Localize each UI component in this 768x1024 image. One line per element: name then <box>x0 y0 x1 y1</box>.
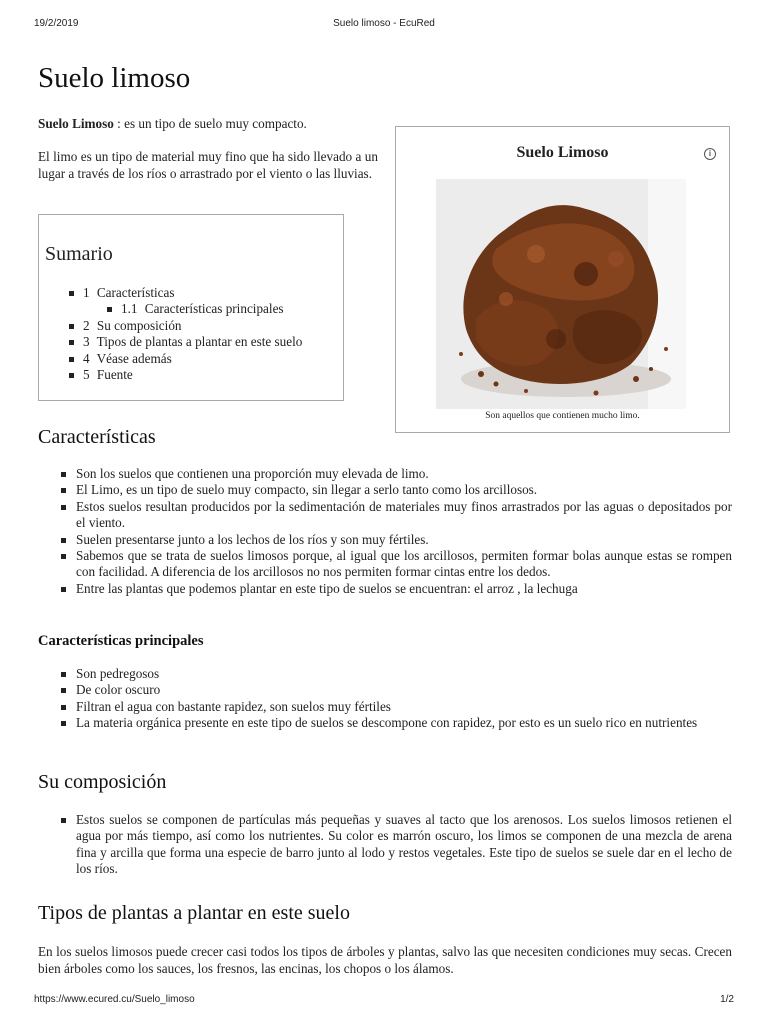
list-item: Sabemos que se trata de suelos limosos porque, al igual que los arcillosos, permiten formar bolas aunque estas se rompen con facilidad. A diferencia de los arcillosos no nos permiten formar cintas entre los dedos. <box>58 548 732 581</box>
toc-label: Véase además <box>96 350 172 366</box>
intro-text: : es un tipo de suelo muy compacto. <box>113 116 307 131</box>
toc-number: 4 <box>83 350 90 366</box>
toc-label: Tipos de plantas a plantar en este suelo <box>96 334 303 350</box>
toc-number: 1 <box>83 285 90 300</box>
toc-item-tipos-plantas[interactable] <box>67 334 302 350</box>
heading-tipos-plantas: Tipos de plantas a plantar en este suelo <box>38 902 350 924</box>
list-item: Entre las plantas que podemos plantar en este tipo de suelos se encuentran: el arroz , la lechuga <box>58 581 732 597</box>
table-of-contents <box>38 214 344 401</box>
list-item: La materia orgánica presente en este tipo de suelos se descompone con rapidez, por esto es un suelo rico en nutrientes <box>58 715 732 731</box>
toc-list <box>67 285 302 383</box>
info-icon[interactable]: i <box>704 148 716 160</box>
toc-item-caracteristicas[interactable] <box>67 285 302 301</box>
toc-label: Fuente <box>96 367 133 383</box>
list-composicion <box>58 812 732 878</box>
toc-heading: Sumario <box>45 243 113 265</box>
toc-number: 3 <box>83 334 90 350</box>
list-caracteristicas <box>58 466 732 597</box>
print-url: https://www.ecured.cu/Suelo_limoso <box>34 994 195 1005</box>
print-footer <box>34 994 734 1008</box>
list-item: Suelen presentarse junto a los lechos de los ríos y son muy fértiles. <box>58 532 732 548</box>
infobox-caption: Son aquellos que contienen mucho limo. <box>485 411 640 421</box>
toc-label: Su composición <box>96 317 182 333</box>
infobox-title: Suelo Limoso <box>516 144 609 161</box>
toc-item-caracteristicas-principales[interactable] <box>67 301 302 317</box>
paragraph-tipos-plantas: En los suelos limosos puede crecer casi todos los tipos de árboles y plantas, salvo las que necesiten condiciones muy secas. Crecen bien árboles como los sauces, los fresnos, las encinas, los chopos o los álamos. <box>38 944 732 976</box>
list-item: Estos suelos se componen de partículas más pequeñas y suaves al tacto que los arenosos. Los suelos limosos retienen el agua por más tiempo, así como los nutrientes. Su color es marrón oscuro, los limos se componen de una mezcla de arena fina y arcilla que forma una especie de barro junto al lodo y restos vegetales. Este tipo de suelos se suele dar en el lecho de los ríos. <box>58 812 732 878</box>
list-item: Son pedregosos <box>58 666 732 682</box>
intro-paragraph-2: El limo es un tipo de material muy fino que ha sido llevado a un lugar a través de los ríos o arrastrado por el viento o las lluvias. <box>38 149 378 181</box>
toc-item-composicion[interactable] <box>67 318 302 334</box>
heading-composicion: Su composición <box>38 771 167 793</box>
toc-item-fuente[interactable] <box>67 367 302 383</box>
list-item: De color oscuro <box>58 682 732 698</box>
list-item: El Limo, es un tipo de suelo muy compacto, sin llegar a serlo tanto como los arcillosos. <box>58 482 732 498</box>
soil-photo[interactable] <box>436 179 686 409</box>
list-item: Estos suelos resultan producidos por la sedimentación de materiales muy finos arrastrados por las aguas o depositados por el viento. <box>58 499 732 532</box>
toc-number: 5 <box>83 367 90 383</box>
print-date: 19/2/2019 <box>34 18 79 29</box>
toc-label: Características principales <box>144 301 284 317</box>
toc-number: 1.1 <box>121 301 138 317</box>
list-principales <box>58 666 732 732</box>
print-title: Suelo limoso - EcuRed <box>333 18 435 29</box>
heading-caracteristicas: Características <box>38 426 156 448</box>
page-number: 1/2 <box>720 994 734 1005</box>
intro-paragraph <box>38 115 378 132</box>
toc-label: Características <box>96 285 175 300</box>
heading-caracteristicas-principales: Características principales <box>38 633 204 649</box>
toc-number: 2 <box>83 317 90 333</box>
intro-bold-term: Suelo Limoso <box>38 116 114 131</box>
toc-item-vease-ademas[interactable] <box>67 351 302 367</box>
page-title: Suelo limoso <box>38 62 191 94</box>
list-item: Filtran el agua con bastante rapidez, son suelos muy fértiles <box>58 699 732 715</box>
infobox <box>395 126 730 433</box>
print-header <box>34 18 734 32</box>
list-item: Son los suelos que contienen una proporción muy elevada de limo. <box>58 466 732 482</box>
